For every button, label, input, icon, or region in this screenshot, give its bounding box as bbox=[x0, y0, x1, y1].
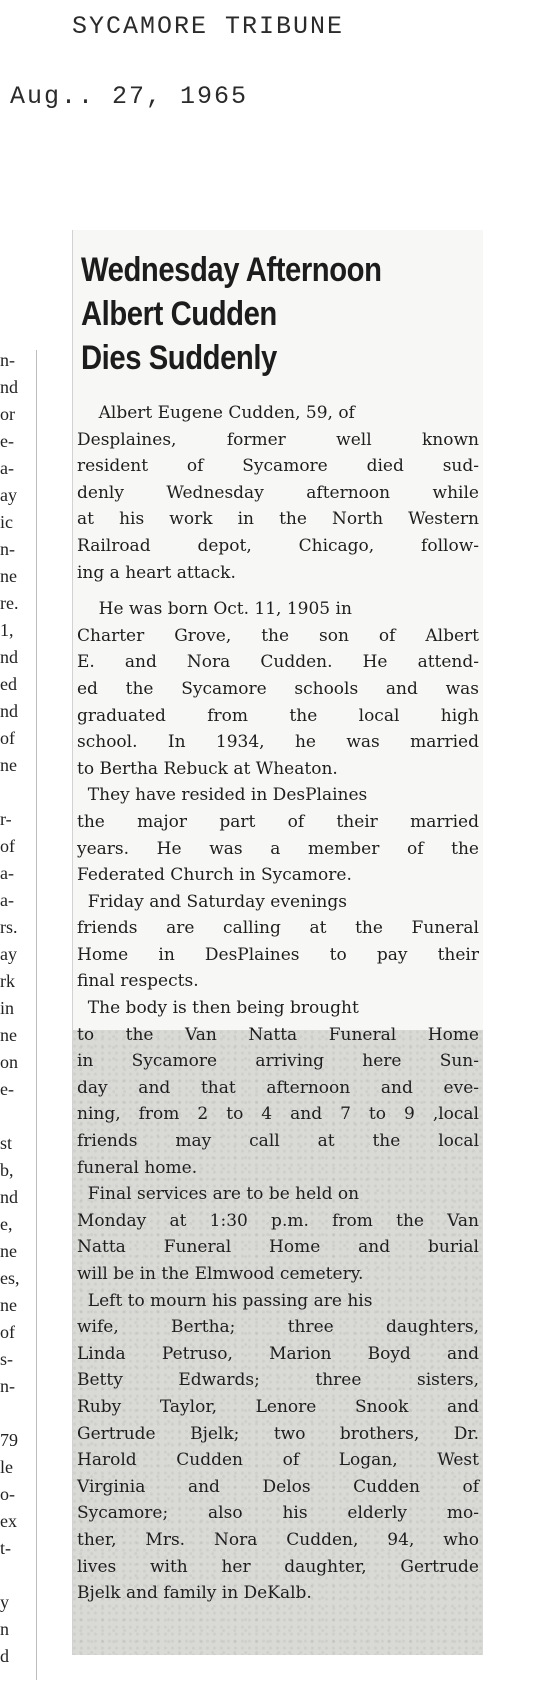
article-line: Final services are to be held on bbox=[77, 1184, 360, 1205]
article-line: years. He was a member of the bbox=[77, 838, 479, 859]
column-fragment-text: es, bbox=[0, 1268, 20, 1288]
publication-name: SYCAMORE TRIBUNE bbox=[72, 12, 345, 41]
article-line: to the Van Natta Funeral Home bbox=[77, 1024, 479, 1045]
article-body bbox=[77, 400, 479, 1607]
column-fragment-text: nd bbox=[0, 377, 18, 397]
column-fragment-text: in bbox=[0, 998, 15, 1018]
column-fragment-text: nd bbox=[0, 701, 18, 721]
article-line: Linda Petruso, Marion Boyd and bbox=[77, 1343, 479, 1364]
headline-line: Wednesday Afternoon bbox=[81, 251, 382, 289]
article-line: lives with her daughter, Gertrude bbox=[77, 1556, 479, 1577]
column-fragment-text: y bbox=[0, 1592, 9, 1612]
article-line: the major part of their married bbox=[77, 811, 479, 832]
column-fragment-text: a- bbox=[0, 863, 14, 883]
column-fragment-text: ne bbox=[0, 1241, 17, 1261]
column-fragment-text: re. bbox=[0, 593, 19, 613]
article-line: wife, Bertha; three daughters, bbox=[77, 1317, 479, 1338]
article-line: will be in the Elmwood cemetery. bbox=[77, 1264, 364, 1284]
article-line: final respects. bbox=[77, 971, 199, 992]
column-fragment-text: rk bbox=[0, 971, 15, 991]
article-line: friends may call at the local bbox=[77, 1131, 479, 1152]
column-fragment-text: e, bbox=[0, 1214, 13, 1234]
article-line: friends are calling at the Funeral bbox=[77, 918, 479, 939]
column-fragment-text: ne bbox=[0, 1025, 17, 1045]
publication-date: Aug.. 27, 1965 bbox=[10, 82, 249, 111]
article-line: Sycamore; also his elderly mo- bbox=[77, 1503, 479, 1524]
article-line: Friday and Saturday evenings bbox=[77, 891, 347, 912]
column-fragment-text: ay bbox=[0, 944, 17, 964]
column-fragment-text: or bbox=[0, 404, 15, 424]
column-fragment-text: s- bbox=[0, 1349, 13, 1369]
article-line: funeral home. bbox=[77, 1157, 198, 1178]
article-line: Harold Cudden of Logan, West bbox=[77, 1450, 479, 1471]
article-line: They have resided in DesPlaines bbox=[77, 785, 368, 806]
article-line: ning, from 2 to 4 and 7 to 9 ,local bbox=[77, 1104, 479, 1125]
column-fragment-text: of bbox=[0, 728, 15, 748]
article-headline bbox=[81, 248, 425, 380]
article-line: Railroad depot, Chicago, follow- bbox=[77, 535, 479, 556]
article-line: Left to mourn his passing are his bbox=[77, 1290, 373, 1311]
article-line: denly Wednesday afternoon while bbox=[77, 482, 479, 503]
column-fragment-text: n bbox=[0, 1619, 9, 1639]
column-fragment-text: st bbox=[0, 1133, 13, 1153]
article-line: Ruby Taylor, Lenore Snook and bbox=[77, 1396, 479, 1417]
column-fragment-text: d bbox=[0, 1646, 9, 1666]
adjacent-column-fragment bbox=[0, 350, 30, 1680]
article-line: Gertrude Bjelk; two brothers, Dr. bbox=[77, 1423, 479, 1444]
article-line: Monday at 1:30 p.m. from the Van bbox=[77, 1210, 479, 1231]
column-fragment-text: ed bbox=[0, 674, 17, 694]
column-fragment-text: ne bbox=[0, 566, 17, 586]
column-fragment-text: ne bbox=[0, 755, 17, 775]
article-line: The body is then being brought bbox=[77, 998, 359, 1019]
column-fragment-text: nd bbox=[0, 1187, 18, 1207]
column-fragment-text: e- bbox=[0, 431, 14, 451]
column-fragment-text: r- bbox=[0, 809, 12, 829]
article-line: ing a heart attack. bbox=[77, 562, 236, 583]
article-line: Desplaines, former well known bbox=[77, 429, 479, 450]
column-fragment-text: 1, bbox=[0, 620, 14, 640]
column-divider bbox=[36, 350, 37, 1680]
article-line: at his work in the North Western bbox=[77, 509, 479, 530]
article-line: Virginia and Delos Cudden of bbox=[77, 1476, 479, 1497]
column-fragment-text: ic bbox=[0, 512, 13, 532]
article-line: to Bertha Rebuck at Wheaton. bbox=[77, 758, 338, 779]
paragraph-gap bbox=[77, 586, 479, 596]
column-fragment-text: n- bbox=[0, 1376, 15, 1396]
column-fragment-text: a- bbox=[0, 890, 14, 910]
article-line: in Sycamore arriving here Sun- bbox=[77, 1051, 479, 1072]
column-fragment-text: ne bbox=[0, 1295, 17, 1315]
column-fragment-text: 79 bbox=[0, 1430, 18, 1450]
article-line: E. and Nora Cudden. He attend- bbox=[77, 652, 479, 673]
article-line: Albert Eugene Cudden, 59, of bbox=[77, 403, 355, 423]
column-fragment-text: n- bbox=[0, 539, 15, 559]
article-line: Betty Edwards; three sisters, bbox=[77, 1370, 479, 1391]
column-fragment-text: ay bbox=[0, 485, 17, 505]
column-fragment-text: of bbox=[0, 836, 15, 856]
article-line: Home in DesPlaines to pay their bbox=[77, 944, 479, 965]
headline-line: Dies Suddenly bbox=[81, 339, 277, 377]
column-fragment-text: t- bbox=[0, 1538, 11, 1558]
article-line: He was born Oct. 11, 1905 in bbox=[77, 599, 352, 620]
newspaper-clipping bbox=[72, 230, 483, 1655]
article-line: Bjelk and family in DeKalb. bbox=[77, 1583, 312, 1604]
column-fragment-text: b, bbox=[0, 1160, 14, 1180]
column-fragment-text: ex bbox=[0, 1511, 17, 1531]
article-line: day and that afternoon and eve- bbox=[77, 1077, 479, 1098]
article-line: Charter Grove, the son of Albert bbox=[77, 625, 479, 646]
column-fragment-text: o- bbox=[0, 1484, 15, 1504]
column-fragment-text: n- bbox=[0, 350, 15, 370]
article-line: Federated Church in Sycamore. bbox=[77, 865, 352, 886]
headline-line: Albert Cudden bbox=[81, 295, 277, 333]
article-line: school. In 1934, he was married bbox=[77, 732, 479, 753]
article-line: ther, Mrs. Nora Cudden, 94, who bbox=[77, 1529, 479, 1550]
column-fragment-text: a- bbox=[0, 458, 14, 478]
column-fragment-text: of bbox=[0, 1322, 15, 1342]
column-fragment-text: nd bbox=[0, 647, 18, 667]
article-line: Natta Funeral Home and burial bbox=[77, 1237, 479, 1258]
column-fragment-text: e- bbox=[0, 1079, 14, 1099]
column-fragment-text: le bbox=[0, 1457, 13, 1477]
article-line: ed the Sycamore schools and was bbox=[77, 678, 479, 699]
column-fragment-text: rs. bbox=[0, 917, 18, 937]
article-line: graduated from the local high bbox=[77, 705, 479, 726]
article-line: resident of Sycamore died sud- bbox=[77, 456, 479, 477]
column-fragment-text: on bbox=[0, 1052, 18, 1072]
